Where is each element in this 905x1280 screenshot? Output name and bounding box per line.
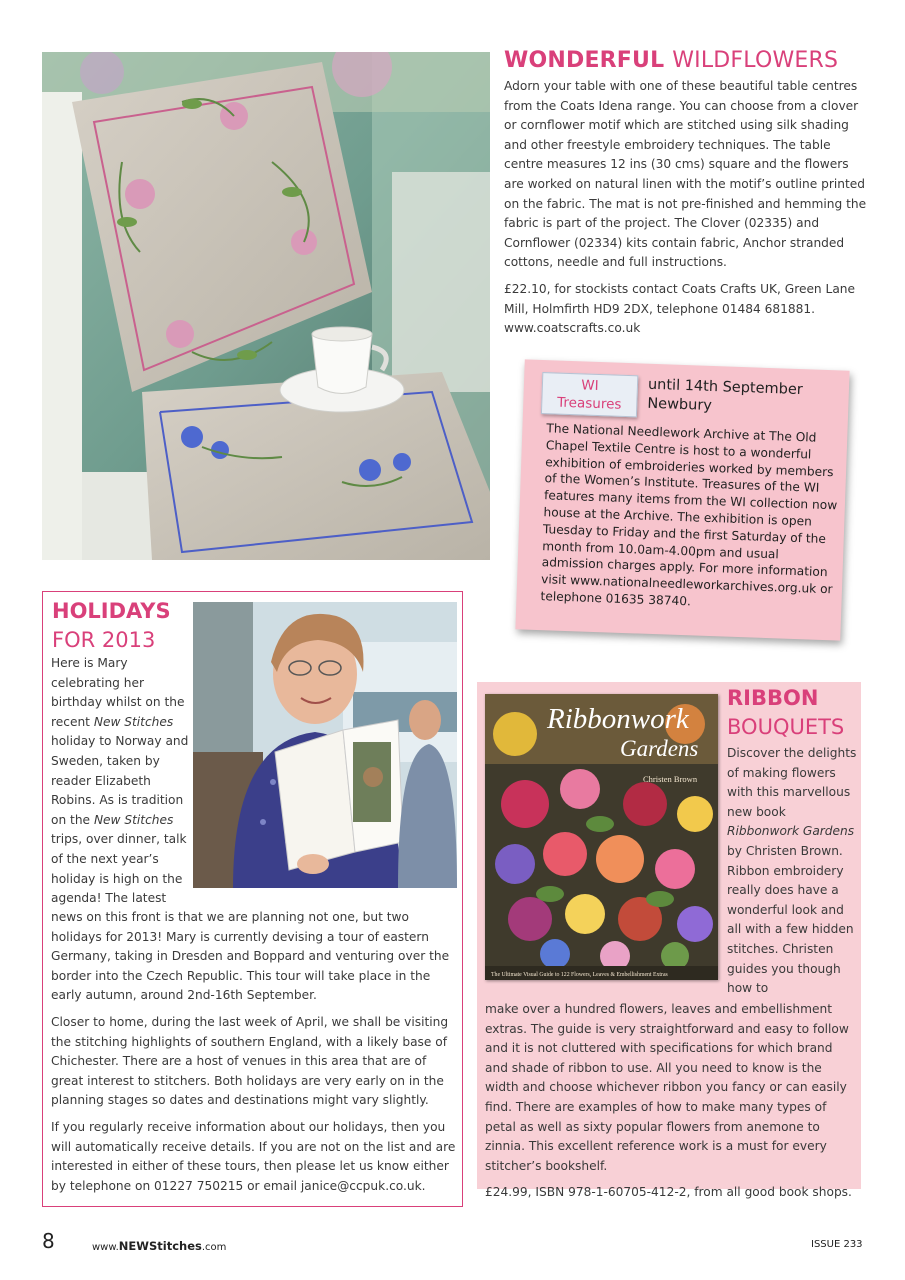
holidays-paragraph-3: If you regularly receive information about our holidays, then you will automatically receive details. If you are not on the list and are interested in either of these tours, then please let us know either by telephone on 01227 750215 or email janice@ccpuk.co.uk. <box>51 1119 456 1193</box>
holidays-paragraph-1-cont: news on this front is that we are planning not one, but two holidays for 2013! Mary is currently devising a tour of eastern Germany, taking in Dresden and Boppard and venturing over the border into the Czech Republic. This tour will take place in the early autumn, around 2nd-16th September. <box>51 910 450 1003</box>
url-brand-stitches: Stitches <box>148 1239 202 1253</box>
ribbon-title <box>727 684 844 742</box>
text-span: Discover the delights of making flowers with this marvellous new book <box>727 746 857 819</box>
ribbon-continued <box>485 1000 857 1203</box>
holidays-paragraph-2: Closer to home, during the last week of April, we shall be visiting the stitching highlights of southern England, with a likely base of Chichester. There are a host of venues in this area that are of great interest to stitchers. Both holidays are very early on in the planning stages so dates and destinations might vary slightly. <box>51 1014 449 1108</box>
wildflowers-title: WONDERFUL WILDFLOWERS <box>504 48 839 73</box>
book-author: Christen Brown <box>643 774 698 784</box>
footer-website[interactable] <box>92 1239 226 1253</box>
ribbon-price: £24.99, ISBN 978-1-60705-412-2, from all good book shops. <box>485 1185 852 1200</box>
wi-treasures-badge <box>541 372 638 417</box>
text-italic: New Stitches <box>93 714 174 729</box>
book-title-line2: Gardens <box>620 736 699 761</box>
holidays-title-bold: HOLIDAYS <box>52 599 171 623</box>
wildflowers-paragraph: Adorn your table with one of these beautiful table centres from the Coats Idena range. You can choose from a clover or cornflower motif which are stitched using silk shading and other freestyle embroidery techniques. The table centre measures 12 ins (30 cms) square and the flowers are worked on natural linen with the motif’s outline printed on the fabric. The mat is not pre-finished and hemming the fabric is part of the project. The Clover (02335) and Cornflower (02334) kits contain fabric, Anchor stranded cottons, needle and full instructions. <box>504 79 867 270</box>
text-span: trips, over dinner, talk of the next year’s holiday is high on the agenda! The latest <box>51 832 187 906</box>
wi-date: until 14th September <box>647 376 804 399</box>
wi-treasures-card <box>515 359 849 640</box>
wildflowers-price: £22.10, for stockists contact Coats Crafts UK, Green Lane Mill, Holmfirth HD9 2DX, telephone 01484 681881. www.coatscrafts.co.uk <box>504 281 856 336</box>
text-span: holiday to Norway and Sweden, taken by reader Elizabeth Robins. As is tradition on the <box>51 734 189 827</box>
book-title-line1: Ribbonwork <box>547 703 689 735</box>
wildflowers-article <box>504 48 869 339</box>
text-italic: New Stitches <box>93 812 174 827</box>
book-tagline: The Ultimate Visual Guide to 122 Flowers, Leaves & Embellishment Extras <box>491 972 668 978</box>
holidays-title <box>52 597 171 655</box>
wi-location: Newbury <box>647 395 713 414</box>
mary-birthday-photo <box>193 602 457 888</box>
holidays-title-light: FOR 2013 <box>52 628 156 652</box>
badge-line1: WI <box>580 377 599 394</box>
url-prefix: www. <box>92 1242 119 1253</box>
holidays-article <box>42 591 463 1207</box>
page-number: 8 <box>42 1229 55 1253</box>
issue-number: ISSUE 233 <box>811 1239 863 1250</box>
ribbonwork-gardens-book-cover <box>485 694 718 980</box>
badge-line2: Treasures <box>556 394 622 413</box>
text-span: Here is Mary celebrating her birthday whilst on the recent <box>51 656 185 729</box>
wi-body: The National Needlework Archive at The Old Chapel Textile Centre is host to a wonderful exhibition of embroideries worked by members of the Women’s Institute. Treasures of the WI features many items from the WI collection now house at the Archive. The exhibition is open Tuesday to Friday and the first Saturday of the month from 10.0am-4.00pm and usual admission charges apply. For more information visit www.nationalneedleworkarchives.org.uk or telephone 01635 38740. <box>540 421 838 609</box>
holidays-paragraph-1 <box>51 654 189 909</box>
ribbon-bouquets-article <box>477 682 861 1200</box>
holidays-continued <box>51 908 459 1196</box>
url-brand-new: NEW <box>118 1239 149 1253</box>
table-centre-photo <box>42 52 490 560</box>
text-italic: Ribbonwork Gardens <box>727 824 855 839</box>
url-suffix: .com <box>201 1242 227 1253</box>
ribbon-paragraph-1-cont: make over a hundred flowers, leaves and embellishment extras. The guide is very straightforward and easy to follow and it is not cluttered with specifications for which brand and shade of ribbon to use. All you need to know is the width and choose whichever ribbon you fancy or can easily find. There are examples of how to make many types of petal as well as sixty popular flowers from anemone to zinnia. This excellent reference work is a must for every stitcher’s bookshelf. <box>485 1002 849 1173</box>
ribbon-title-bold: RIBBON <box>727 686 819 710</box>
ribbon-title-light: BOUQUETS <box>727 715 845 739</box>
wi-date-location <box>647 376 803 419</box>
text-span: by Christen Brown. Ribbon embroidery really does have a wonderful look and all with a few hidden stitches. Christen guides you though how to <box>727 843 854 996</box>
ribbon-paragraph-1 <box>727 744 857 999</box>
